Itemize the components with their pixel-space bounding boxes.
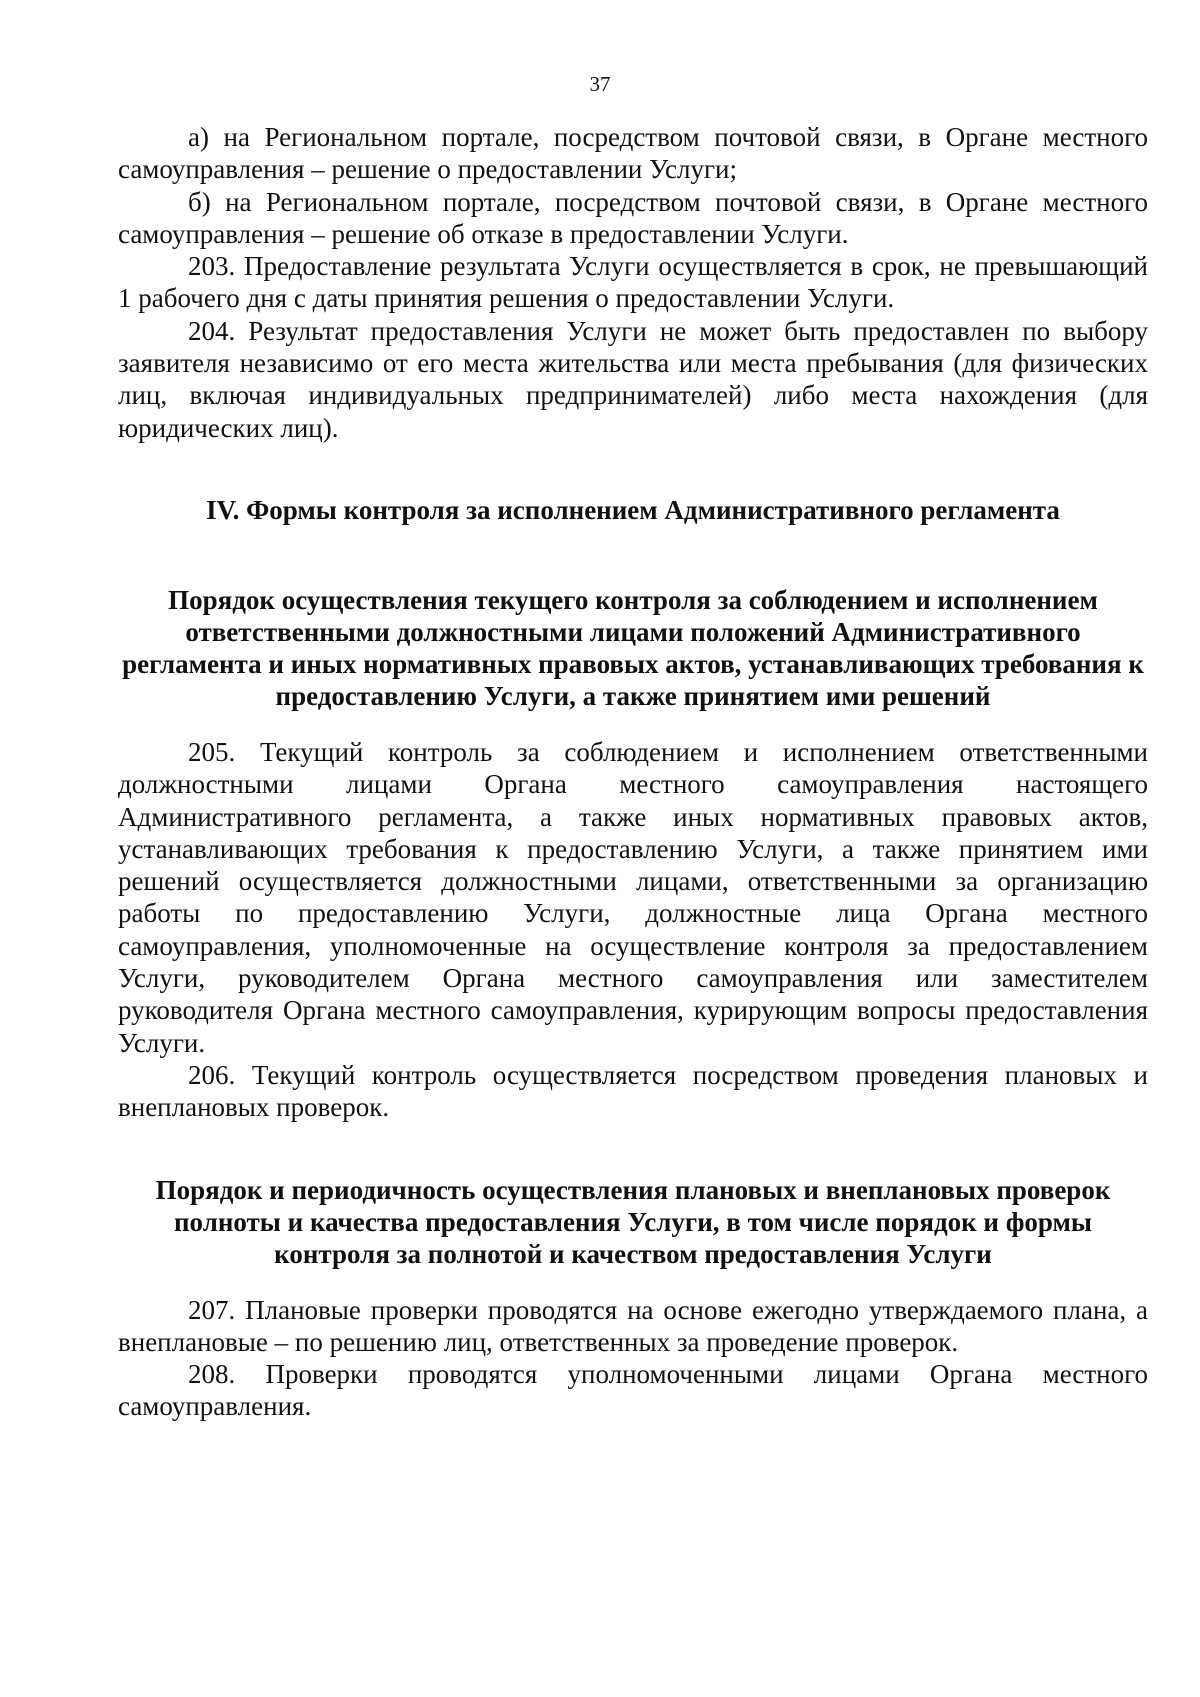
paragraph-204: 204. Результат предоставления Услуги не может быть предоставлен по выбору заявителя независимо от его места жительства или места пребывания (для физических лиц, включая индивидуальных предпринимателей) либо места нахождения (для юридических лиц). bbox=[118, 315, 1148, 443]
section-heading: IV. Формы контроля за исполнением Административного регламента bbox=[206, 494, 1060, 525]
paragraph-206: 206. Текущий контроль осуществляется посредством проведения плановых и внеплановых проверок. bbox=[118, 1059, 1148, 1123]
paragraph-207: 207. Плановые проверки проводятся на основе ежегодно утверждаемого плана, а внеплановые – по решению лиц, ответственных за проведение проверок. bbox=[118, 1294, 1148, 1357]
paragraph-205: 205. Текущий контроль за соблюдением и исполнением ответственными должностными лицами Органа местного самоуправления настоящего Административного регламента, а также иных нормативных правовых актов, устанавливающих требования к предоставлению Услуги, а также принятием ими решений осуществляется должностными лицами, ответственными за организацию работы по предоставлению Услуги, должностные лица Органа местного самоуправления, уполномоченные на осуществление контроля за предоставлением Услуги, руководителем Органа местного самоуправления или заместителем руководителя Органа местного самоуправления, курирующим вопросы предоставления Услуги. bbox=[118, 736, 1148, 1058]
subsection-heading-current-control: Порядок осуществления текущего контроля за соблюдением и исполнением ответственными должностными лицами положений Административного регламента и иных нормативных правовых актов, устанавливающих требования к предоставлению Услуги, а также принятием ими решений bbox=[122, 584, 1144, 711]
page-number: 37 bbox=[589, 72, 611, 96]
paragraph-203: 203. Предоставление результата Услуги осуществляется в срок, не превышающий 1 рабочего дня с даты принятия решения о предоставлении Услуги. bbox=[118, 251, 1148, 314]
paragraph-a: а) на Региональном портале, посредством почтовой связи, в Органе местного самоуправления – решение о предоставлении Услуги; bbox=[118, 122, 1148, 185]
subsection-heading-inspections: Порядок и периодичность осуществления плановых и внеплановых проверок полноты и качества предоставления Услуги, в том числе порядок и формы контроля за полнотой и качеством предоставления Услуги bbox=[155, 1174, 1111, 1269]
paragraph-b: б) на Региональном портале, посредством почтовой связи, в Органе местного самоуправления – решение об отказе в предоставлении Услуги. bbox=[118, 186, 1148, 249]
paragraph-208: 208. Проверки проводятся уполномоченными лицами Органа местного самоуправления. bbox=[118, 1359, 1148, 1422]
document-body bbox=[118, 121, 1148, 1423]
